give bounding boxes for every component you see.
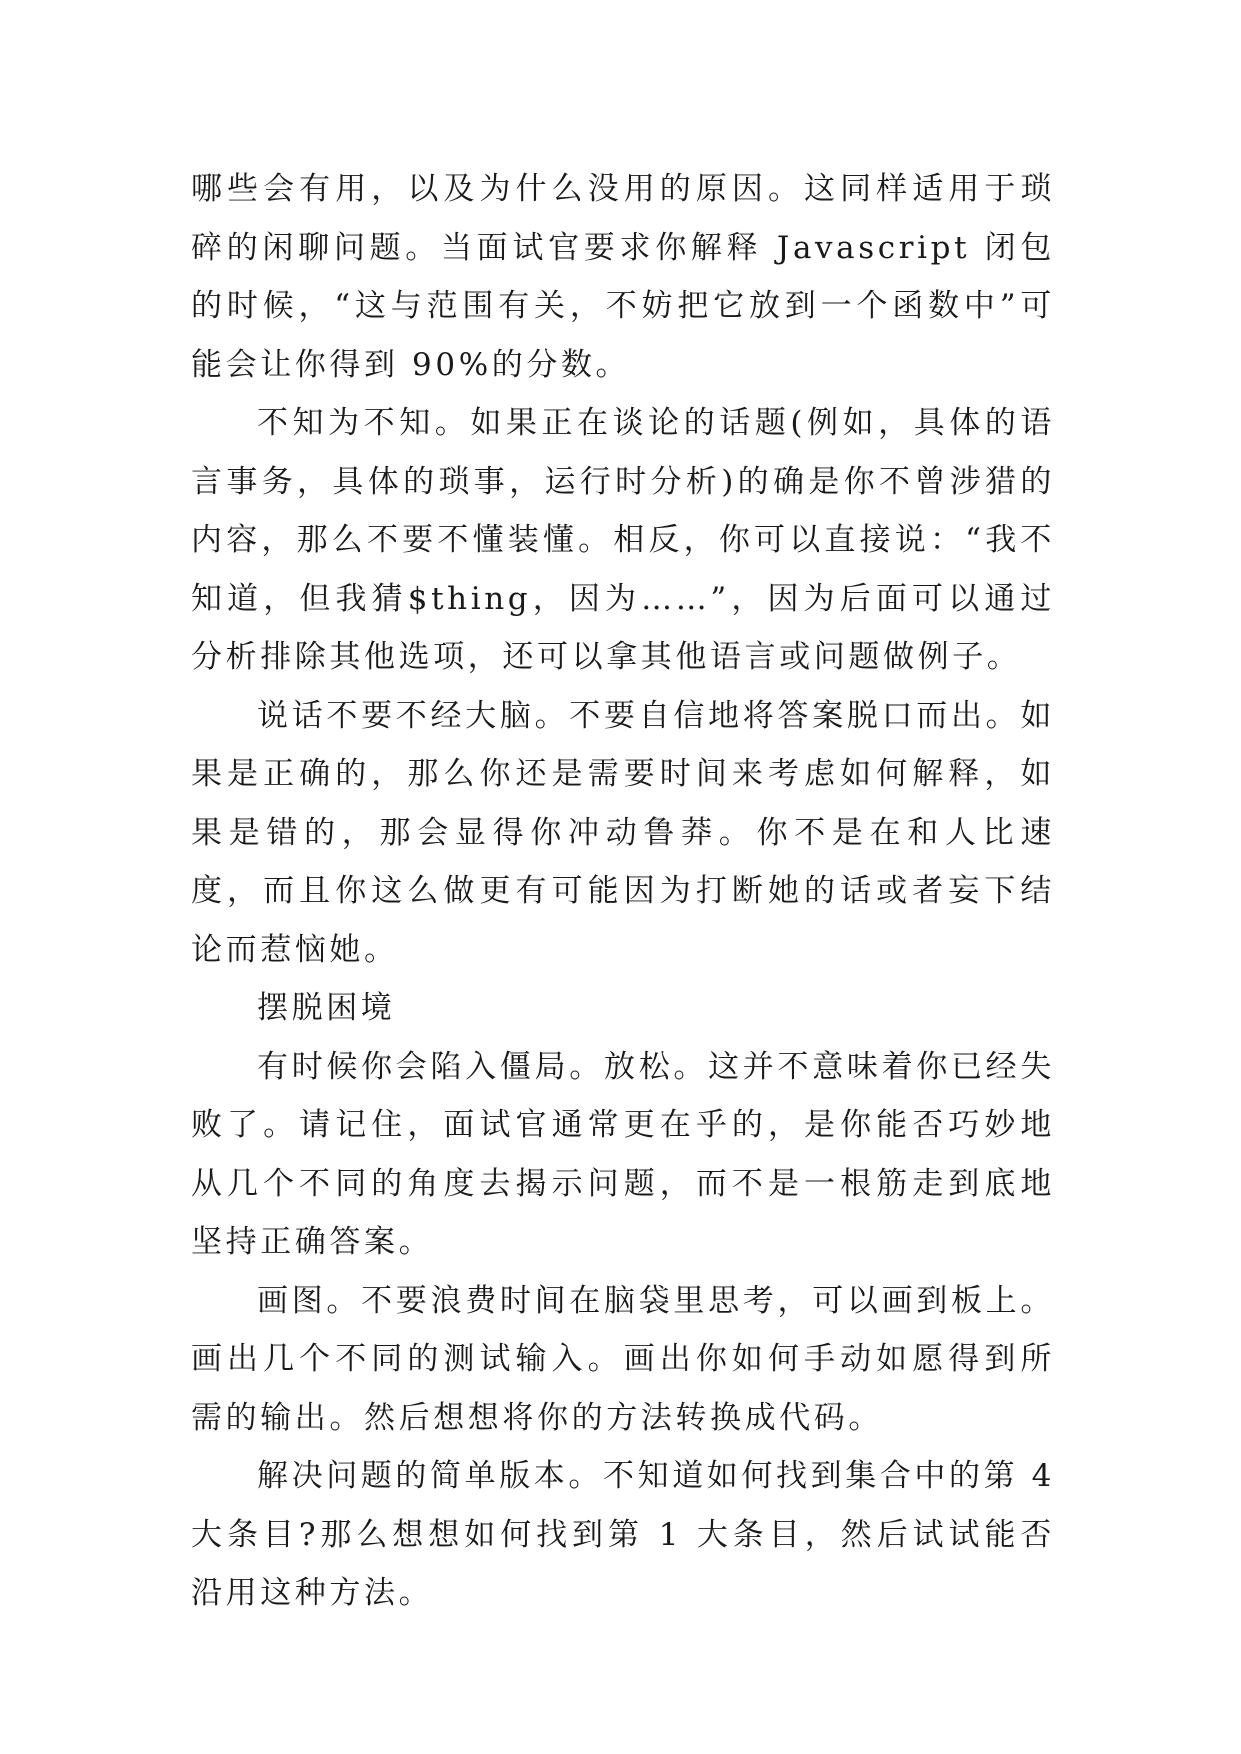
paragraph: 画图。不要浪费时间在脑袋里思考，可以画到板上。画出几个不同的测试输入。画出你如何手动如愿得到所需的输出。然后想想将你的方法转换成代码。 <box>191 1282 1055 1436</box>
paragraph: 说话不要不经大脑。不要自信地将答案脱口而出。如果是正确的，那么你还是需要时间来考虑如何解释，如果是错的，那会显得你冲动鲁莽。你不是在和人比速度，而且你这么做更有可能因为打断她的话或者妄下结论而惹恼她。 <box>191 697 1055 968</box>
paragraph: 哪些会有用，以及为什么没用的原因。这同样适用于琐碎的闲聊问题。当面试官要求你解释 Javascript 闭包的时候，“这与范围有关，不妨把它放到一个函数中”可能会让你得到 90%的分数。 <box>191 171 1055 383</box>
section-heading: 摆脱困境 <box>257 990 396 1026</box>
paragraph: 有时候你会陷入僵局。放松。这并不意味着你已经失败了。请记住，面试官通常更在乎的，是你能否巧妙地从几个不同的角度去揭示问题，而不是一根筋走到底地坚持正确答案。 <box>191 1048 1055 1260</box>
document-body <box>191 160 1055 1623</box>
paragraph: 解决问题的简单版本。不知道如何找到集合中的第 4 大条目?那么想想如何找到第 1 大条目，然后试试能否沿用这种方法。 <box>191 1458 1055 1611</box>
paragraph: 不知为不知。如果正在谈论的话题(例如，具体的语言事务，具体的琐事，运行时分析)的确是你不曾涉猎的内容，那么不要不懂装懂。相反，你可以直接说：“我不知道，但我猜$thing，因为……”，因为后面可以通过分析排除其他选项，还可以拿其他语言或问题做例子。 <box>191 405 1055 675</box>
